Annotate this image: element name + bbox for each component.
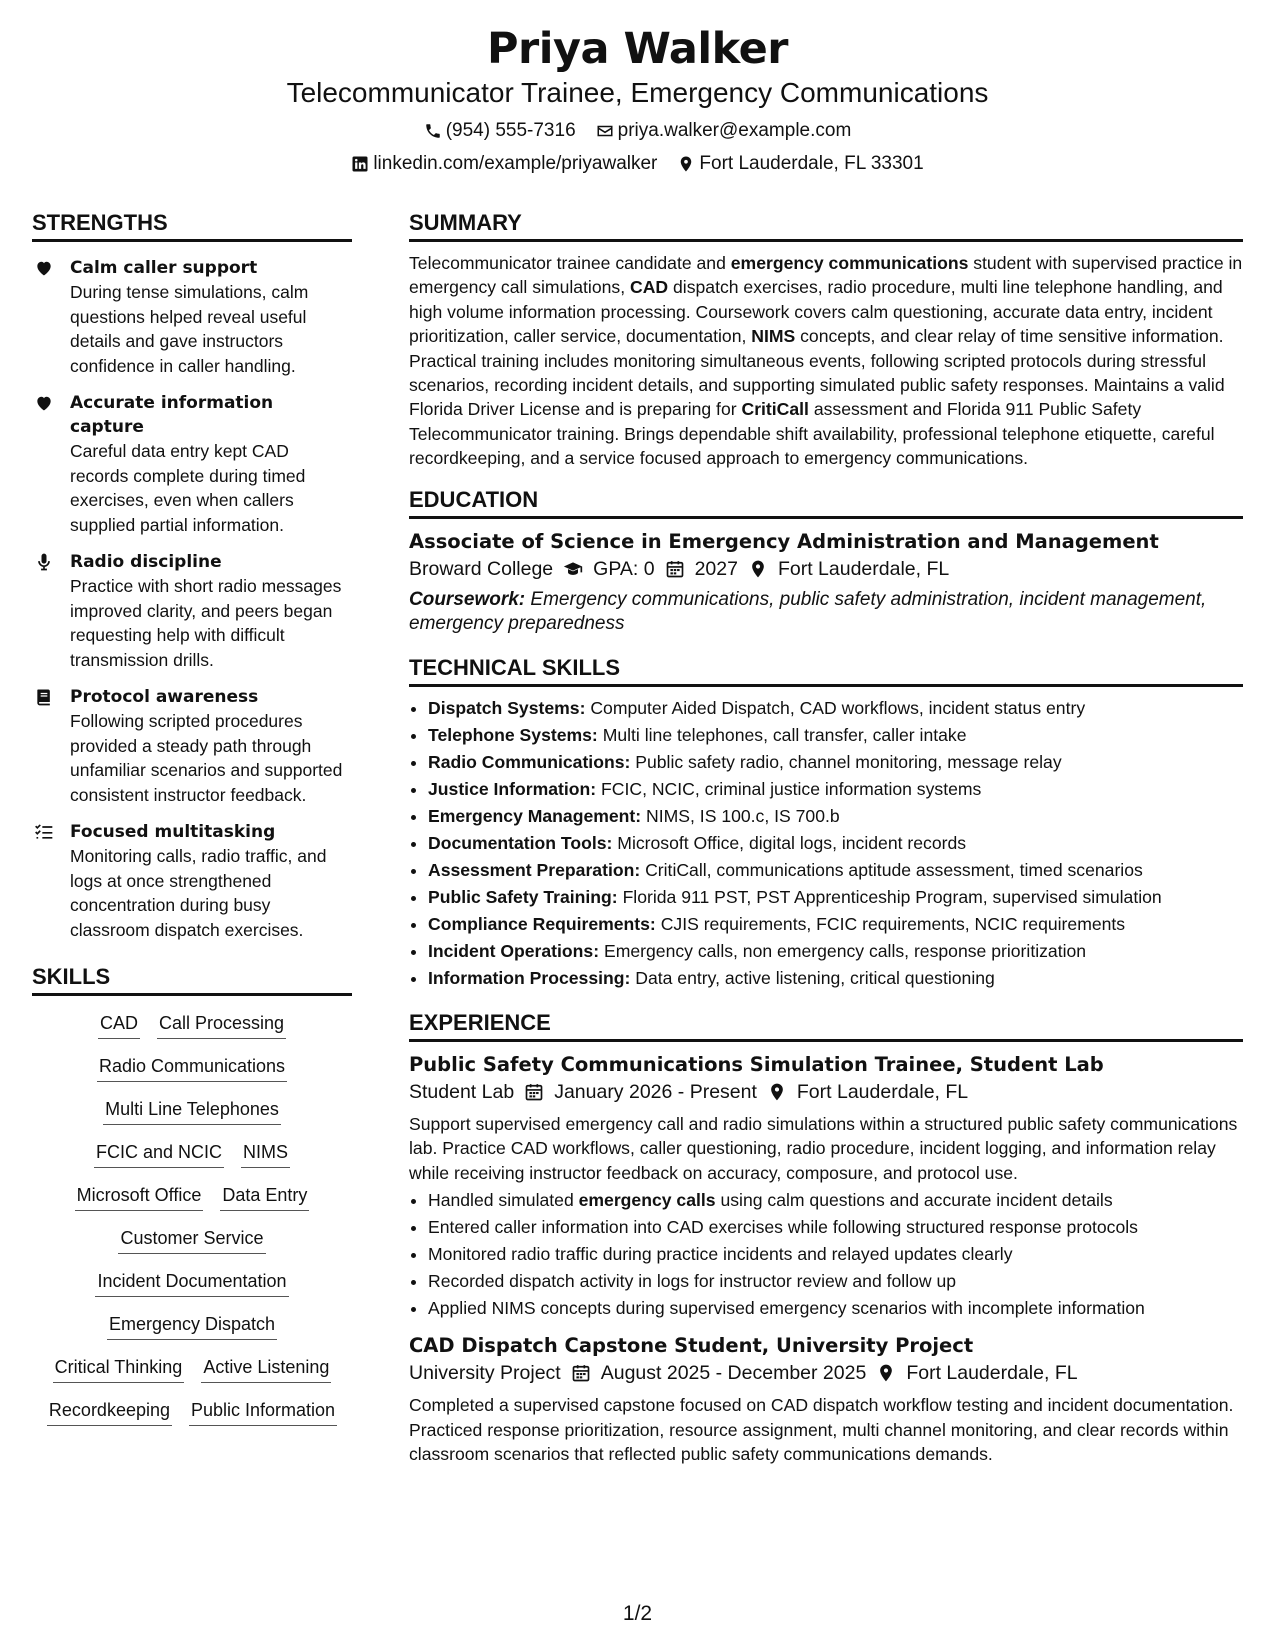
job-bullets — [409, 1187, 1243, 1322]
summary-part: student with supervised practice in emergency call simulations, — [409, 253, 1243, 298]
technical-skill-item — [428, 911, 1243, 938]
skill-tag: Public Information — [189, 1398, 337, 1426]
job-title: CAD Dispatch Capstone Student, University Project — [409, 1334, 974, 1358]
resume-header — [0, 20, 1275, 176]
skills-heading: SKILLS — [32, 964, 352, 996]
strength-desc: Monitoring calls, radio traffic, and logs at once strengthened concentration during busy classroom dispatch exercises. — [70, 846, 327, 940]
job-meta — [409, 1359, 1243, 1387]
graduation-cap-icon — [563, 559, 583, 579]
tech-skill-label: Radio Communications: — [428, 751, 631, 772]
technical-skill-item — [428, 722, 1243, 749]
coursework — [409, 588, 1243, 637]
skills-row — [32, 1226, 352, 1254]
summary-keyword: NIMS — [751, 326, 796, 347]
map-pin-icon — [748, 559, 768, 579]
tech-skill-label: Information Processing: — [428, 967, 631, 988]
tech-skill-label: Documentation Tools: — [428, 832, 613, 853]
skill-tag: Incident Documentation — [95, 1269, 288, 1297]
job-bullet — [428, 1214, 1243, 1241]
phone-text: (954) 555-7316 — [445, 120, 576, 141]
skill-tag: Call Processing — [157, 1011, 286, 1039]
skill-tag: Critical Thinking — [53, 1355, 185, 1383]
education-location: Fort Lauderdale, FL — [777, 557, 950, 580]
skill-tag: Recordkeeping — [47, 1398, 172, 1426]
summary-part: concepts, and clear relay of time sensitive information. Practical training includes monitoring simultaneous events, following scripted protocols during stressful scenarios, recording incident details, and supporting simulated public safety responses. Maintains a valid Florida Driver License and is preparing for — [409, 326, 1225, 420]
job-description: Support supervised emergency call and radio simulations within a structured public safety communications lab. Practice CAD workflows, caller questioning, radio procedure, incident logging, and information relay while receiving instructor feedback on accuracy, composure, and protocol use. — [409, 1113, 1238, 1183]
strength-title: Calm caller support — [70, 258, 258, 278]
bullet-keyword: emergency calls — [578, 1190, 716, 1211]
skills-row — [32, 1183, 352, 1211]
education-meta — [409, 555, 1243, 583]
tech-skill-value: Microsoft Office, digital logs, incident records — [617, 832, 967, 853]
skills-row — [32, 1355, 352, 1383]
strengths-list — [32, 256, 352, 942]
technical-skill-item — [428, 857, 1243, 884]
tech-skill-label: Assessment Preparation: — [428, 859, 641, 880]
checklist-icon — [34, 822, 54, 842]
job-description: Completed a supervised capstone focused on CAD dispatch workflow testing and incident documentation. Practiced response prioritization, resource assignment, multi channel monitoring, and clear records within classroom scenarios that reflected public safety communications demands. — [409, 1395, 1234, 1465]
bullet-text: Entered caller information into CAD exercises while following structured response protocols — [428, 1217, 1138, 1238]
bullet-text: using calm questions and accurate incident details — [715, 1190, 1113, 1211]
skill-tag: FCIC and NCIC — [94, 1140, 224, 1168]
map-pin-icon — [876, 1363, 896, 1383]
skills-row — [32, 1054, 352, 1082]
tech-skill-value: Public safety radio, channel monitoring, message relay — [635, 751, 1062, 772]
tech-skill-value: Emergency calls, non emergency calls, response prioritization — [603, 940, 1087, 961]
strength-title: Radio discipline — [70, 552, 222, 572]
candidate-name: Priya Walker — [487, 24, 788, 74]
strengths-section — [32, 210, 352, 942]
tech-skill-value: Multi line telephones, call transfer, caller intake — [602, 724, 967, 745]
email-text: priya.walker@example.com — [617, 120, 852, 141]
strength-item — [32, 550, 352, 672]
tech-skill-value: Computer Aided Dispatch, CAD workflows, incident status entry — [590, 697, 1086, 718]
calendar-icon — [571, 1363, 591, 1383]
summary-keyword: CAD — [630, 277, 669, 298]
skill-tag: Active Listening — [201, 1355, 331, 1383]
skill-tag: Multi Line Telephones — [103, 1097, 281, 1125]
summary-part: Telecommunicator trainee candidate and — [409, 253, 731, 273]
linkedin-icon — [351, 155, 369, 173]
envelope-icon — [596, 122, 614, 140]
technical-skills-section — [409, 655, 1243, 992]
skills-section — [32, 964, 352, 1426]
strength-desc: During tense simulations, calm questions helped reveal useful details and gave instructors confidence in caller handling. — [70, 282, 309, 376]
tech-skill-label: Telephone Systems: — [428, 724, 598, 745]
tech-skill-label: Justice Information: — [428, 778, 597, 799]
job-location: Fort Lauderdale, FL — [796, 1080, 969, 1103]
skills-row — [32, 1269, 352, 1297]
summary-section — [409, 210, 1243, 471]
technical-skills-list — [409, 695, 1243, 992]
skill-tag: Customer Service — [118, 1226, 265, 1254]
right-column — [409, 210, 1243, 1467]
bullet-text: Handled simulated — [428, 1190, 579, 1211]
tech-skill-value: CJIS requirements, FCIC requirements, NCIC requirements — [660, 913, 1126, 934]
strengths-heading: STRENGTHS — [32, 210, 352, 242]
job-bullet — [428, 1295, 1243, 1322]
skill-tag: Microsoft Office — [75, 1183, 204, 1211]
skills-row — [32, 1097, 352, 1125]
job-location: Fort Lauderdale, FL — [906, 1362, 1078, 1385]
degree-title: Associate of Science in Emergency Administration and Management — [409, 529, 1159, 553]
tech-skill-value: Data entry, active listening, critical questioning — [635, 967, 995, 988]
map-pin-icon — [767, 1082, 787, 1102]
strength-title: Focused multitasking — [70, 822, 276, 842]
tech-skill-label: Dispatch Systems: — [428, 697, 586, 718]
calendar-icon — [665, 559, 685, 579]
technical-skill-item — [428, 965, 1243, 992]
page-number: 1/2 — [622, 1602, 653, 1625]
bullet-text: Recorded dispatch activity in logs for instructor review and follow up — [428, 1271, 957, 1292]
experience-entry — [409, 1332, 1243, 1467]
technical-skill-item — [428, 830, 1243, 857]
linkedin-contact[interactable] — [351, 151, 657, 176]
job-org: University Project — [409, 1362, 561, 1385]
summary-keyword: emergency communications — [730, 253, 969, 273]
skill-tag: Emergency Dispatch — [107, 1312, 277, 1340]
tech-skill-label: Emergency Management: — [428, 805, 642, 826]
book-icon — [34, 687, 54, 707]
skills-row — [32, 1011, 352, 1039]
contact-row-2 — [0, 151, 1275, 176]
technical-skill-item — [428, 776, 1243, 803]
school-name: Broward College — [409, 557, 554, 580]
microphone-icon — [34, 552, 54, 572]
experience-heading: EXPERIENCE — [409, 1010, 1243, 1042]
summary-part: dispatch exercises, radio procedure, multi line telephone handling, and high volume information processing. Coursework covers calm questioning, accurate data entry, incident prioritization, caller service, documentation, — [409, 277, 1223, 347]
experience-entry — [409, 1051, 1243, 1323]
linkedin-text: linkedin.com/example/priyawalker — [373, 153, 658, 174]
tech-skill-value: CritiCall, communications aptitude assessment, timed scenarios — [645, 859, 1143, 880]
phone-icon — [424, 122, 442, 140]
candidate-title: Telecommunicator Trainee, Emergency Communications — [286, 77, 989, 108]
contact-row-1 — [0, 118, 1275, 143]
strength-title: Accurate information capture — [70, 393, 274, 437]
summary-keyword: CritiCall — [741, 399, 809, 420]
education-section — [409, 487, 1243, 637]
strength-desc: Practice with short radio messages improved clarity, and peers began requesting help with difficult transmission drills. — [70, 576, 342, 670]
job-org: Student Lab — [409, 1080, 515, 1103]
technical-skill-item — [428, 695, 1243, 722]
graduation-year: 2027 — [694, 557, 738, 580]
heart-icon — [34, 393, 54, 413]
gpa-value: GPA: 0 — [593, 557, 655, 580]
skill-tag: CAD — [98, 1011, 140, 1039]
education-heading: EDUCATION — [409, 487, 1243, 519]
calendar-icon — [524, 1082, 544, 1102]
tech-skill-label: Incident Operations: — [428, 940, 600, 961]
coursework-label: Coursework: — [409, 588, 526, 610]
summary-heading: SUMMARY — [409, 210, 1243, 242]
strength-title: Protocol awareness — [70, 687, 259, 707]
tech-skill-value: NIMS, IS 100.c, IS 700.b — [646, 805, 840, 826]
job-title: Public Safety Communications Simulation Trainee, Student Lab — [409, 1052, 1104, 1076]
bullet-text: Monitored radio traffic during practice incidents and relayed updates clearly — [428, 1244, 1013, 1265]
skill-tag: NIMS — [241, 1140, 290, 1168]
tech-skill-label: Compliance Requirements: — [428, 913, 656, 934]
strength-item — [32, 685, 352, 807]
strength-item — [32, 391, 352, 537]
job-dates: August 2025 - December 2025 — [600, 1362, 867, 1385]
skill-tag: Data Entry — [220, 1183, 309, 1211]
bullet-text: Applied NIMS concepts during supervised emergency scenarios with incomplete information — [428, 1298, 1145, 1319]
email-contact[interactable] — [596, 118, 852, 143]
job-bullet — [428, 1187, 1243, 1214]
strength-item — [32, 820, 352, 942]
job-meta — [409, 1078, 1243, 1106]
strength-desc: Careful data entry kept CAD records complete during timed exercises, even when callers supplied partial information. — [70, 441, 306, 535]
skills-row — [32, 1140, 352, 1168]
technical-skill-item — [428, 803, 1243, 830]
phone-contact — [424, 118, 576, 143]
coursework-text: Emergency communications, public safety administration, incident management, emergency preparedness — [409, 588, 1207, 635]
left-column — [32, 210, 352, 1441]
skills-row — [32, 1312, 352, 1340]
summary-part: assessment and Florida 911 Public Safety Telecommunicator training. Brings dependable shift availability, professional telephone etiquette, careful recordkeeping, and a service focused approach to emergency communications. — [409, 399, 1215, 469]
job-bullet — [428, 1268, 1243, 1295]
experience-section — [409, 1010, 1243, 1467]
skill-tag: Radio Communications — [97, 1054, 287, 1082]
strength-desc: Following scripted procedures provided a steady path through unfamiliar scenarios and supported consistent instructor feedback. — [70, 711, 343, 805]
heart-icon — [34, 258, 54, 278]
location-text: Fort Lauderdale, FL 33301 — [699, 153, 924, 174]
summary-text — [409, 251, 1243, 471]
skills-pills — [32, 1011, 352, 1426]
technical-skill-item — [428, 884, 1243, 911]
location-contact — [677, 151, 923, 176]
tech-skill-label: Public Safety Training: — [428, 886, 618, 907]
tech-skill-value: FCIC, NCIC, criminal justice information systems — [601, 778, 982, 799]
map-pin-icon — [677, 155, 695, 173]
strength-item — [32, 256, 352, 378]
technical-skills-heading: TECHNICAL SKILLS — [409, 655, 1243, 687]
technical-skill-item — [428, 938, 1243, 965]
job-bullet — [428, 1241, 1243, 1268]
skills-row — [32, 1398, 352, 1426]
job-dates: January 2026 - Present — [554, 1080, 757, 1103]
technical-skill-item — [428, 749, 1243, 776]
tech-skill-value: Florida 911 PST, PST Apprenticeship Program, supervised simulation — [622, 886, 1162, 907]
